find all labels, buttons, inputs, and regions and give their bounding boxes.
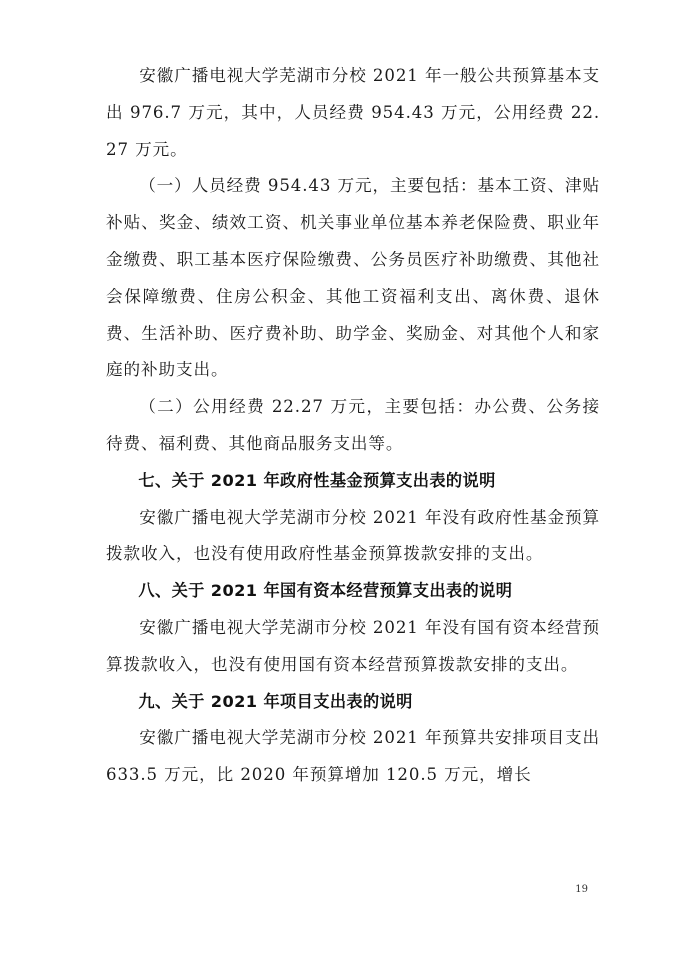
section-heading-7: 七、关于 2021 年政府性基金预算支出表的说明 [138,470,496,490]
paragraph-project-expenditure: 安徽广播电视大学芜湖市分校 2021 年预算共安排项目支出 633.5 万元，比 2020 年预算增加 120.5 万元，增长 [106,728,600,785]
paragraph-state-capital: 安徽广播电视大学芜湖市分校 2021 年没有国有资本经营预算拨款收入，也没有使用国有资本经营预算拨款安排的支出。 [106,617,600,674]
paragraph-government-fund: 安徽广播电视大学芜湖市分校 2021 年没有政府性基金预算拨款收入，也没有使用政府性基金预算拨款安排的支出。 [106,507,600,564]
paragraph-basic-expenditure: 安徽广播电视大学芜湖市分校 2021 年一般公共预算基本支出 976.7 万元，其中，人员经费 954.43 万元，公用经费 22.27 万元。 [106,66,600,159]
paragraph-public-expenses: （二）公用经费 22.27 万元，主要包括：办公费、公务接待费、福利费、其他商品服务支出等。 [106,397,600,453]
paragraph-personnel-expenses: （一）人员经费 954.43 万元，主要包括：基本工资、津贴补贴、奖金、绩效工资、机关事业单位基本养老保险费、职业年金缴费、职工基本医疗保险缴费、公务员医疗补助缴费、其他社会保障缴费、住房公积金、其他工资福利支出、离休费、退休费、生活补助、医疗费补助、助学金、奖励金、对其他个人和家庭的补助支出。 [106,176,600,380]
page-number: 19 [575,884,588,895]
section-heading-8: 八、关于 2021 年国有资本经营预算支出表的说明 [138,581,513,601]
section-heading-9: 九、关于 2021 年项目支出表的说明 [138,691,413,711]
